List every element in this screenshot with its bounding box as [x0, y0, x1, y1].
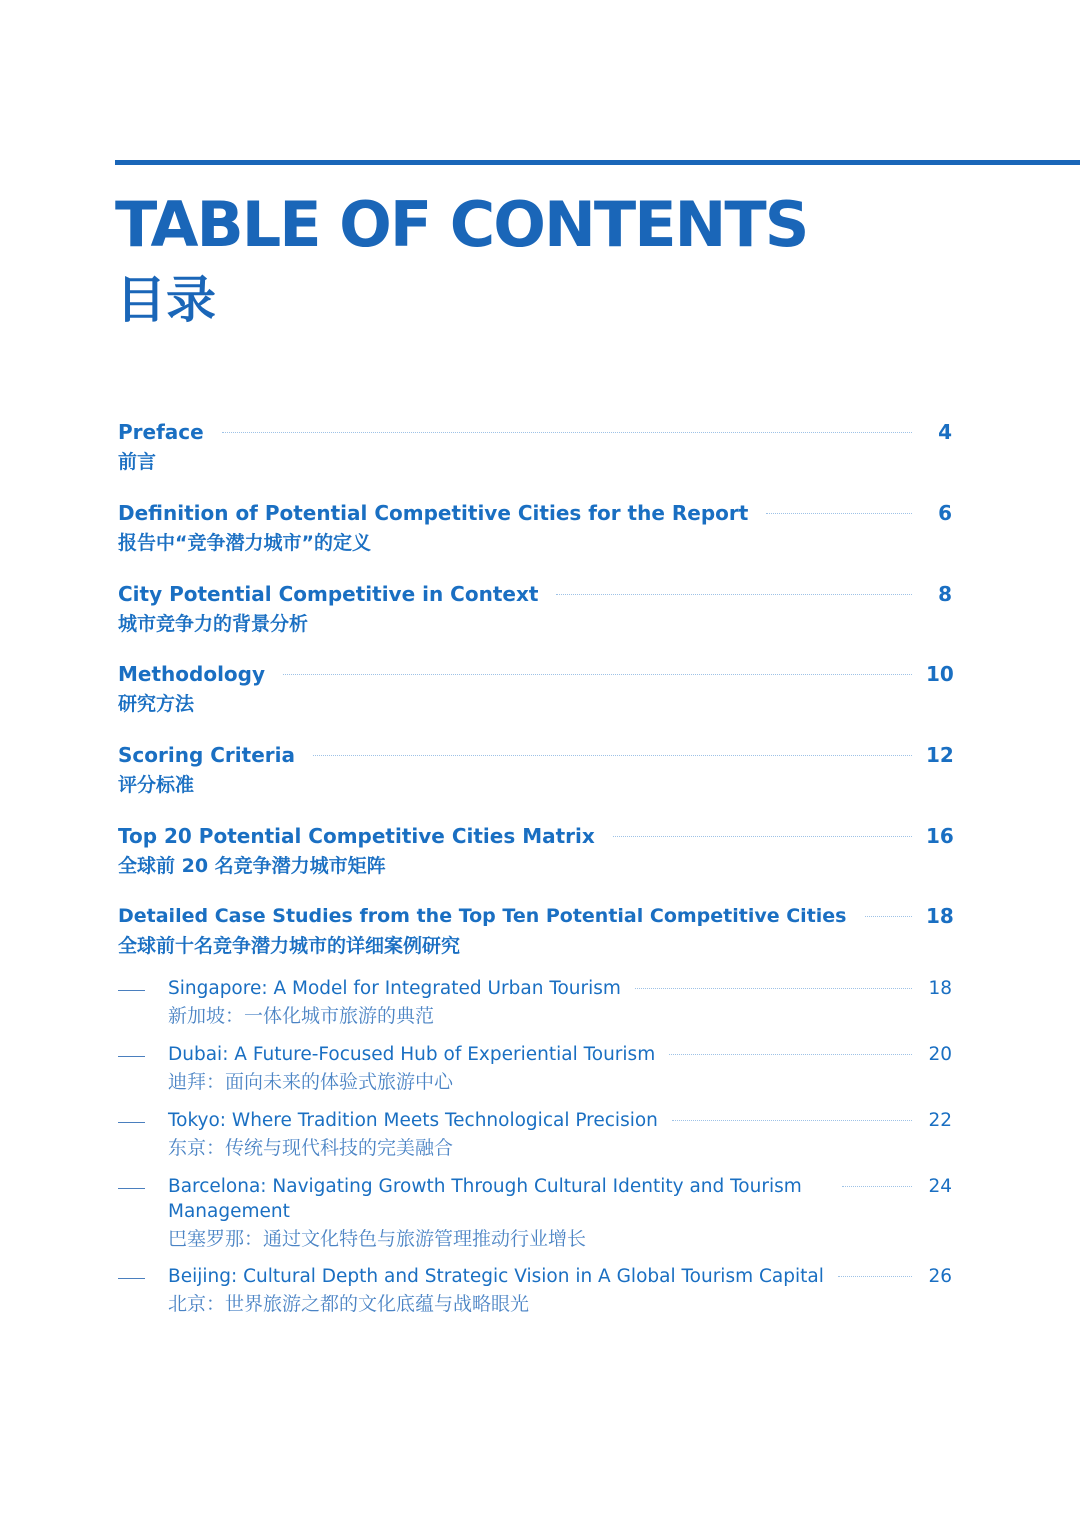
- toc-entry-title-zh: 评分标准: [118, 774, 195, 796]
- toc-subentry-title-zh: 迪拜：面向未来的体验式旅游中心: [168, 1071, 454, 1093]
- toc-page-number[interactable]: 26: [928, 1266, 952, 1287]
- dot-leader: [838, 1276, 912, 1277]
- toc-entry-case-studies[interactable]: [118, 901, 952, 961]
- toc-entry-title-zh: 报告中“竞争潜力城市”的定义: [118, 532, 371, 554]
- toc-subentry-singapore[interactable]: [118, 976, 952, 1032]
- dot-leader: [313, 755, 912, 756]
- dot-leader: [283, 674, 912, 675]
- toc-page-number[interactable]: 16: [926, 824, 954, 848]
- toc-subentry-title[interactable]: Singapore: A Model for Integrated Urban Tourism: [168, 978, 621, 999]
- toc-entry-definition[interactable]: [118, 498, 952, 558]
- header-rule: [115, 160, 1080, 165]
- dash-marker: [118, 1188, 145, 1189]
- dot-leader: [842, 1186, 912, 1187]
- toc-subentry-title-zh: 新加坡：一体化城市旅游的典范: [168, 1005, 435, 1027]
- dash-marker: [118, 990, 145, 991]
- toc-entry-title[interactable]: Preface: [118, 420, 204, 444]
- toc-subentry-title-zh: 巴塞罗那：通过文化特色与旅游管理推动行业增长: [168, 1228, 587, 1250]
- dash-marker: [118, 1122, 145, 1123]
- toc-entry-title[interactable]: Definition of Potential Competitive Cities for the Report: [118, 501, 749, 525]
- toc-subentry-beijing[interactable]: [118, 1264, 952, 1320]
- dot-leader: [865, 916, 913, 917]
- dot-leader: [556, 594, 912, 595]
- toc-subentry-barcelona[interactable]: [118, 1174, 952, 1255]
- dot-leader: [635, 988, 912, 989]
- toc-page-number[interactable]: 22: [928, 1110, 952, 1131]
- toc-entry-title-zh: 全球前十名竞争潜力城市的详细案例研究: [118, 935, 461, 957]
- toc-page-number[interactable]: 24: [928, 1176, 952, 1197]
- dash-marker: [118, 1056, 145, 1057]
- toc-entry-title-zh: 研究方法: [118, 693, 195, 715]
- toc-page-number[interactable]: 20: [928, 1044, 952, 1065]
- toc-page-number[interactable]: 12: [926, 743, 954, 767]
- toc-entry-context[interactable]: [118, 579, 952, 639]
- toc-entry-title[interactable]: Top 20 Potential Competitive Cities Matrix: [118, 824, 595, 848]
- toc-entry-title[interactable]: Methodology: [118, 662, 266, 686]
- dot-leader: [222, 432, 912, 433]
- toc-entry-methodology[interactable]: [118, 659, 952, 719]
- toc-subentry-title[interactable]: Barcelona: Navigating Growth Through Cultural Identity and Tourism Management: [168, 1176, 802, 1222]
- toc-entry-matrix[interactable]: [118, 821, 952, 881]
- toc-subentry-title-zh: 北京：世界旅游之都的文化底蕴与战略眼光: [168, 1293, 530, 1315]
- toc-subentry-tokyo[interactable]: [118, 1108, 952, 1164]
- toc-entry-title[interactable]: Scoring Criteria: [118, 743, 295, 767]
- toc-page-number[interactable]: 8: [938, 582, 952, 606]
- dot-leader: [672, 1120, 912, 1121]
- toc-page-number[interactable]: 18: [928, 978, 952, 999]
- toc-entry-preface[interactable]: [118, 417, 952, 477]
- toc-entry-title-zh: 前言: [118, 451, 157, 473]
- toc-subentry-title[interactable]: Tokyo: Where Tradition Meets Technological Precision: [168, 1110, 658, 1131]
- dot-leader: [613, 836, 912, 837]
- toc-page-number[interactable]: 4: [938, 420, 952, 444]
- toc-entry-title[interactable]: Detailed Case Studies from the Top Ten Potential Competitive Cities: [118, 905, 847, 927]
- toc-page-number[interactable]: 6: [938, 501, 952, 525]
- toc-entry-title[interactable]: City Potential Competitive in Context: [118, 582, 539, 606]
- toc-subentry-title-zh: 东京：传统与现代科技的完美融合: [168, 1137, 454, 1159]
- page-title-zh: 目录: [116, 271, 216, 329]
- toc-page-number[interactable]: 18: [926, 904, 954, 928]
- dot-leader: [669, 1054, 912, 1055]
- toc-entry-title-zh: 全球前 20 名竞争潜力城市矩阵: [118, 855, 386, 877]
- dot-leader: [766, 513, 912, 514]
- toc-subentry-title[interactable]: Beijing: Cultural Depth and Strategic Vision in A Global Tourism Capital: [168, 1266, 824, 1287]
- toc-subentry-title[interactable]: Dubai: A Future-Focused Hub of Experiential Tourism: [168, 1044, 656, 1065]
- toc-subentry-dubai[interactable]: [118, 1042, 952, 1098]
- toc-entry-scoring[interactable]: [118, 740, 952, 800]
- dash-marker: [118, 1278, 145, 1279]
- toc-page-number[interactable]: 10: [926, 662, 954, 686]
- page-title: TABLE OF CONTENTS: [115, 188, 808, 261]
- toc-entry-title-zh: 城市竞争力的背景分析: [118, 613, 309, 635]
